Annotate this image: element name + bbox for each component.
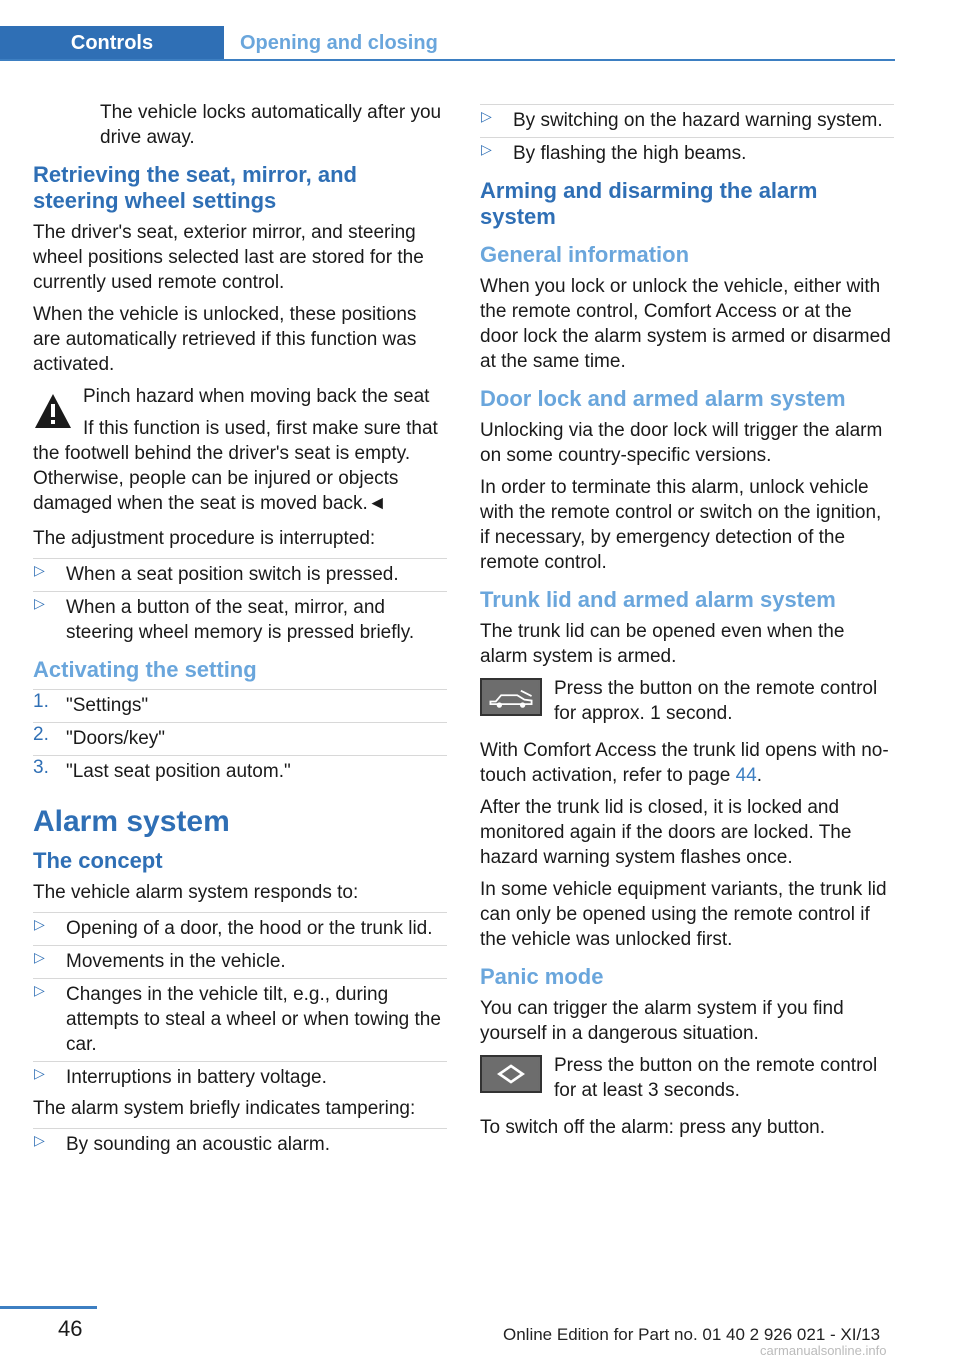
triangle-bullet-icon: ▷: [481, 141, 492, 157]
heading-door-lock-alarm: Door lock and armed alarm system: [480, 386, 846, 411]
trunk-button-instruction: [480, 676, 894, 728]
right-column: [480, 100, 894, 1147]
list-item: ▷ When a seat position switch is pressed.: [33, 558, 447, 587]
heading-trunk-lid-alarm: Trunk lid and armed alarm system: [480, 587, 836, 612]
paragraph-doorlock-1: Unlocking via the door lock will trigger the alarm on some country-specific versions.: [480, 420, 883, 466]
heading-alarm-system: Alarm system: [33, 805, 230, 838]
paragraph-interrupt: The adjustment procedure is interrupted:: [33, 528, 376, 549]
triangle-bullet-icon: ▷: [34, 982, 45, 998]
paragraph-tamper: The alarm system briefly indicates tampering:: [33, 1098, 416, 1119]
triangle-bullet-icon: ▷: [481, 108, 492, 124]
footer-rule: [0, 1306, 97, 1309]
triangle-bullet-icon: ▷: [34, 562, 45, 578]
paragraph-trunk-4: In some vehicle equipment variants, the trunk lid can only be opened using the remote control if the vehicle was unlocked first.: [480, 879, 887, 950]
chapter-tab-opening-closing[interactable]: Opening and closing: [240, 32, 438, 54]
paragraph-trunk-3: After the trunk lid is closed, it is locked and monitored again if the doors are locked. The hazard warning system flashes once.: [480, 797, 852, 868]
list-item: 3. "Last seat position autom.": [33, 755, 447, 784]
triangle-bullet-icon: ▷: [34, 1065, 45, 1081]
paragraph-panic-1: You can trigger the alarm system if you find yourself in a dangerous situation.: [480, 998, 844, 1044]
triangle-bullet-icon: ▷: [34, 595, 45, 611]
page-reference-link[interactable]: 44: [735, 765, 757, 786]
heading-general-information: General information: [480, 242, 690, 267]
heading-panic-mode: Panic mode: [480, 964, 604, 989]
watermark: carmanualsonline.info: [760, 1343, 887, 1358]
tamper-list-right: [480, 104, 894, 166]
list-item: ▷ By flashing the high beams.: [480, 137, 894, 166]
header-rule: [0, 59, 895, 61]
paragraph-doorlock-2: In order to terminate this alarm, unlock vehicle with the remote control or switch on the ignition, if necessary, by emergency detection of the remote control.: [480, 477, 882, 573]
warning-text: If this function is used, first make sure that the footwell behind the driver's seat is empty. Otherwise, people can be injured or objects damaged when the seat is moved back.◄: [33, 418, 438, 514]
concept-list: [33, 912, 447, 1090]
list-item: ▷ When a button of the seat, mirror, and steering wheel memory is pressed briefly.: [33, 591, 447, 645]
edition-note: Online Edition for Part no. 01 40 2 926 021 - XI/13: [503, 1325, 881, 1344]
panic-button-instruction: [480, 1053, 894, 1105]
panic-button-text: Press the button on the remote control for at least 3 seconds.: [554, 1055, 878, 1101]
warning-triangle-icon: [33, 392, 73, 430]
intro-paragraph: The vehicle locks automatically after you drive away.: [100, 102, 442, 148]
heading-activating-setting: Activating the setting: [33, 657, 257, 682]
list-item: 2. "Doors/key": [33, 722, 447, 751]
heading-retrieving-settings: Retrieving the seat, mirror, and steering wheel settings: [33, 162, 357, 213]
triangle-bullet-icon: ▷: [34, 949, 45, 965]
triangle-bullet-icon: ▷: [34, 1132, 45, 1148]
page-header: [0, 26, 895, 62]
list-item: ▷ By switching on the hazard warning system.: [480, 104, 894, 133]
left-column: [33, 100, 447, 1163]
warning-title: Pinch hazard when moving back the seat: [83, 386, 430, 407]
list-item: ▷ Movements in the vehicle.: [33, 945, 447, 974]
triangle-bullet-icon: ▷: [34, 916, 45, 932]
panic-button-icon: [480, 1055, 542, 1093]
trunk-button-text: Press the button on the remote control for approx. 1 second.: [554, 678, 878, 724]
heading-arming-disarming: Arming and disarming the alarm system: [480, 178, 818, 229]
page-number: 46: [58, 1316, 83, 1341]
list-item: ▷ Interruptions in battery voltage.: [33, 1061, 447, 1090]
paragraph-trunk-1: The trunk lid can be opened even when the alarm system is armed.: [480, 621, 845, 667]
tamper-list-left: [33, 1128, 447, 1157]
warning-block: [33, 384, 447, 516]
paragraph-retrieve-1: The driver's seat, exterior mirror, and steering wheel positions selected last are stored for the currently used remote control.: [33, 222, 424, 293]
heading-the-concept: The concept: [33, 848, 163, 873]
interrupt-list: [33, 558, 447, 645]
car-trunk-button-icon: [480, 678, 542, 716]
paragraph-general: When you lock or unlock the vehicle, either with the remote control, Comfort Access or at the door lock the alarm system is armed or disarmed at the same time.: [480, 276, 891, 372]
paragraph-concept: The vehicle alarm system responds to:: [33, 882, 359, 903]
paragraph-retrieve-2: When the vehicle is unlocked, these positions are automatically retrieved if this function was activated.: [33, 304, 417, 375]
list-item: ▷ By sounding an acoustic alarm.: [33, 1128, 447, 1157]
list-item: 1. "Settings": [33, 689, 447, 718]
section-tab-controls[interactable]: Controls: [0, 26, 224, 61]
list-item: ▷ Opening of a door, the hood or the trunk lid.: [33, 912, 447, 941]
paragraph-trunk-2: With Comfort Access the trunk lid opens with no-touch activation, refer to page 44.: [480, 740, 889, 786]
list-item: ▷ Changes in the vehicle tilt, e.g., during attempts to steal a wheel or when towing the car.: [33, 978, 447, 1057]
steps-list: [33, 689, 447, 784]
paragraph-panic-2: To switch off the alarm: press any button.: [480, 1117, 825, 1138]
